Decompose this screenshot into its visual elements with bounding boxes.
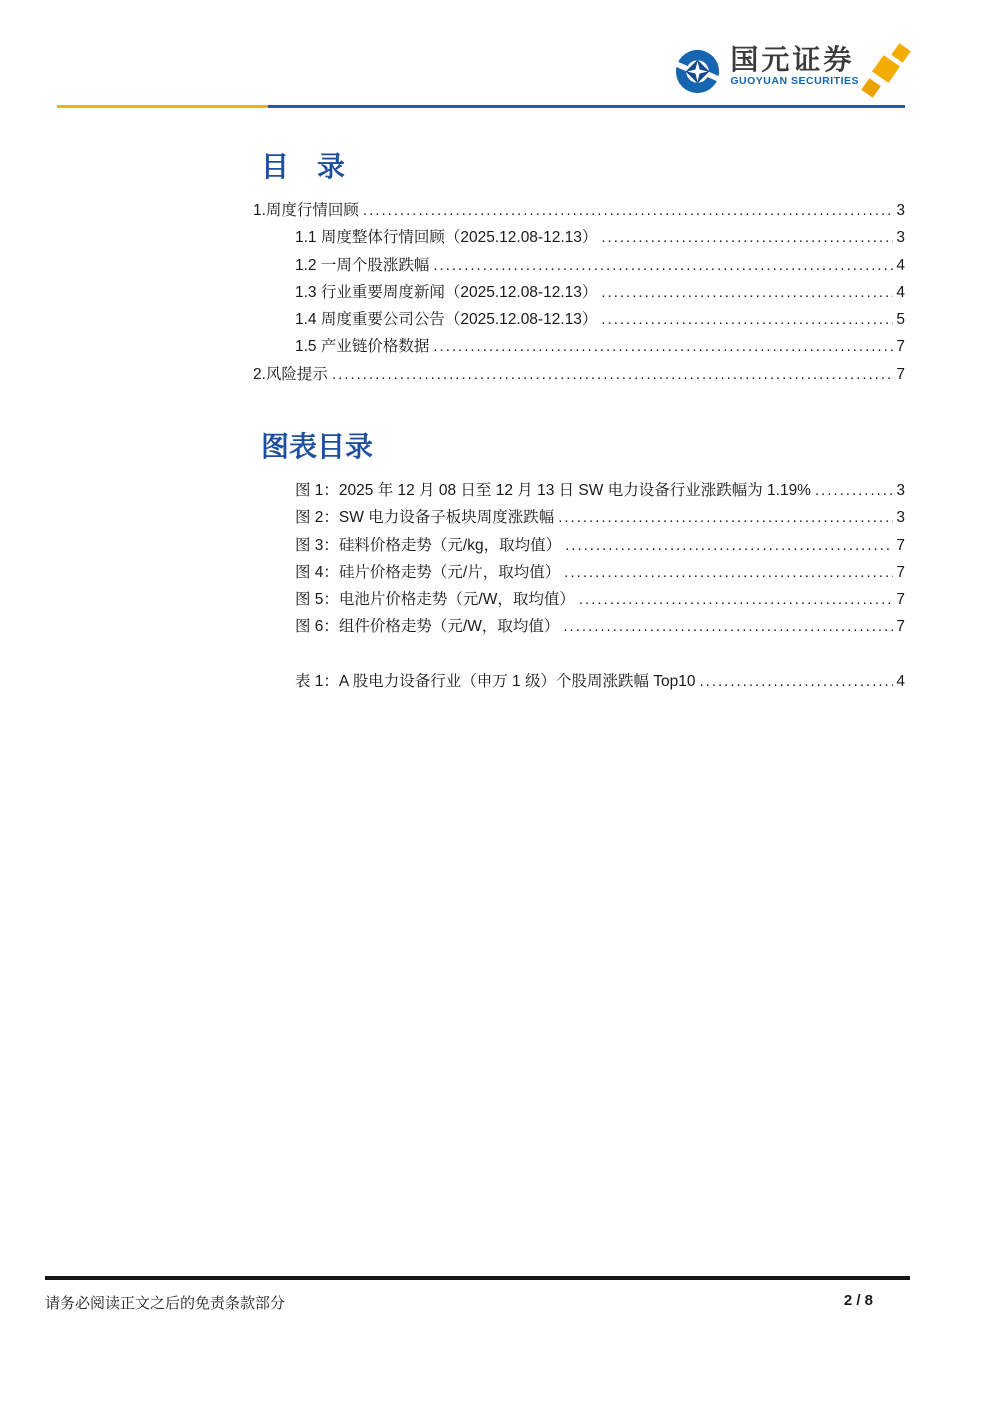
toc-entry-page: 4 [896,283,905,301]
dot-leader [579,586,894,613]
figure-entry-page: 7 [896,563,905,581]
logo-cn-name: 国元证券 [730,44,855,75]
toc-entry-1-5[interactable] [253,333,905,360]
figure-entry-page: 3 [896,509,905,527]
table-entry-1[interactable] [253,668,905,695]
figure-entry-2[interactable] [253,504,905,531]
dot-leader [563,613,893,640]
guoyuan-ring-icon [672,46,723,97]
toc-entry-page: 3 [896,202,905,219]
tables-group [253,668,905,695]
figure-entry-6[interactable] [253,613,905,640]
dot-leader [558,504,893,531]
figures-section [253,430,905,695]
dot-leader [332,361,893,388]
logo-diamonds-icon [862,44,910,98]
figure-entry-label: 图 4：硅片价格走势（元/片，取均值） [295,563,561,581]
figure-entry-page: 7 [896,591,905,609]
header-rule-blue-segment [268,105,905,108]
toc-entry-page: 7 [896,365,905,383]
toc-entry-label: 1.3 行业重要周度新闻（2025.12.08-12.13） [295,283,598,301]
footer-page-indicator: 2 / 8 [843,1292,873,1309]
figure-entry-page: 3 [896,482,905,499]
dot-leader [363,197,893,224]
company-logo [672,44,910,98]
logo-text [730,44,859,87]
toc-title: 目 录 [261,152,346,183]
toc-entry-page: 4 [896,256,905,274]
dot-leader [700,668,894,695]
dot-leader [433,252,893,279]
dot-leader [601,224,893,251]
toc-entry-label: 1.周度行情回顾 [253,202,359,219]
dot-leader [565,532,893,559]
toc-entry-label: 2.风险提示 [253,365,328,383]
figure-entry-4[interactable] [253,559,905,586]
figure-entry-label: 图 2：SW 电力设备子板块周度涨跌幅 [295,509,555,527]
toc-entry-page: 3 [896,229,905,247]
toc-entry-page: 5 [896,311,905,329]
toc-section [253,150,905,388]
logo-en-name: GUOYUAN SECURITIES [730,75,859,87]
figure-entry-1[interactable] [253,477,905,504]
figures-title: 图表目录 [261,432,374,463]
dot-leader [815,477,893,504]
figure-entry-label: 图 6：组件价格走势（元/W，取均值） [295,618,560,636]
toc-entry-page: 7 [896,338,905,356]
table-entry-page: 4 [896,672,905,690]
figure-entry-3[interactable] [253,532,905,559]
toc-entry-label: 1.1 周度整体行情回顾（2025.12.08-12.13） [295,229,598,247]
dot-leader [601,279,893,306]
toc-entry-2[interactable] [253,361,905,388]
toc-entry-label: 1.4 周度重要公司公告（2025.12.08-12.13） [295,311,598,329]
toc-entry-1[interactable] [253,197,905,224]
header-rule-gold-segment [57,105,268,108]
figure-entry-5[interactable] [253,586,905,613]
toc-entry-label: 1.5 产业链价格数据 [295,338,430,356]
toc-entry-1-4[interactable] [253,306,905,333]
toc-entry-label: 1.2 一周个股涨跌幅 [295,256,430,274]
footer-rule [45,1276,910,1280]
table-entry-label: 表 1：A 股电力设备行业（申万 1 级）个股周涨跌幅 Top10 [295,672,696,690]
toc-entry-1-2[interactable] [253,252,905,279]
figure-entry-page: 7 [896,536,905,554]
toc-entry-1-1[interactable] [253,224,905,251]
footer-disclaimer: 请务必阅读正文之后的免责条款部分 [45,1296,286,1312]
dot-leader [433,333,893,360]
figure-entry-label: 图 3：硅料价格走势（元/kg，取均值） [295,536,562,554]
figure-entry-page: 7 [896,618,905,636]
figure-entry-label: 图 5：电池片价格走势（元/W，取均值） [295,591,575,609]
toc-entry-1-3[interactable] [253,279,905,306]
header-rule [57,105,905,108]
dot-leader [564,559,893,586]
dot-leader [601,306,893,333]
figure-entry-label: 图 1：2025 年 12 月 08 日至 12 月 13 日 SW 电力设备行业涨跌幅为 1.19% [295,482,811,499]
